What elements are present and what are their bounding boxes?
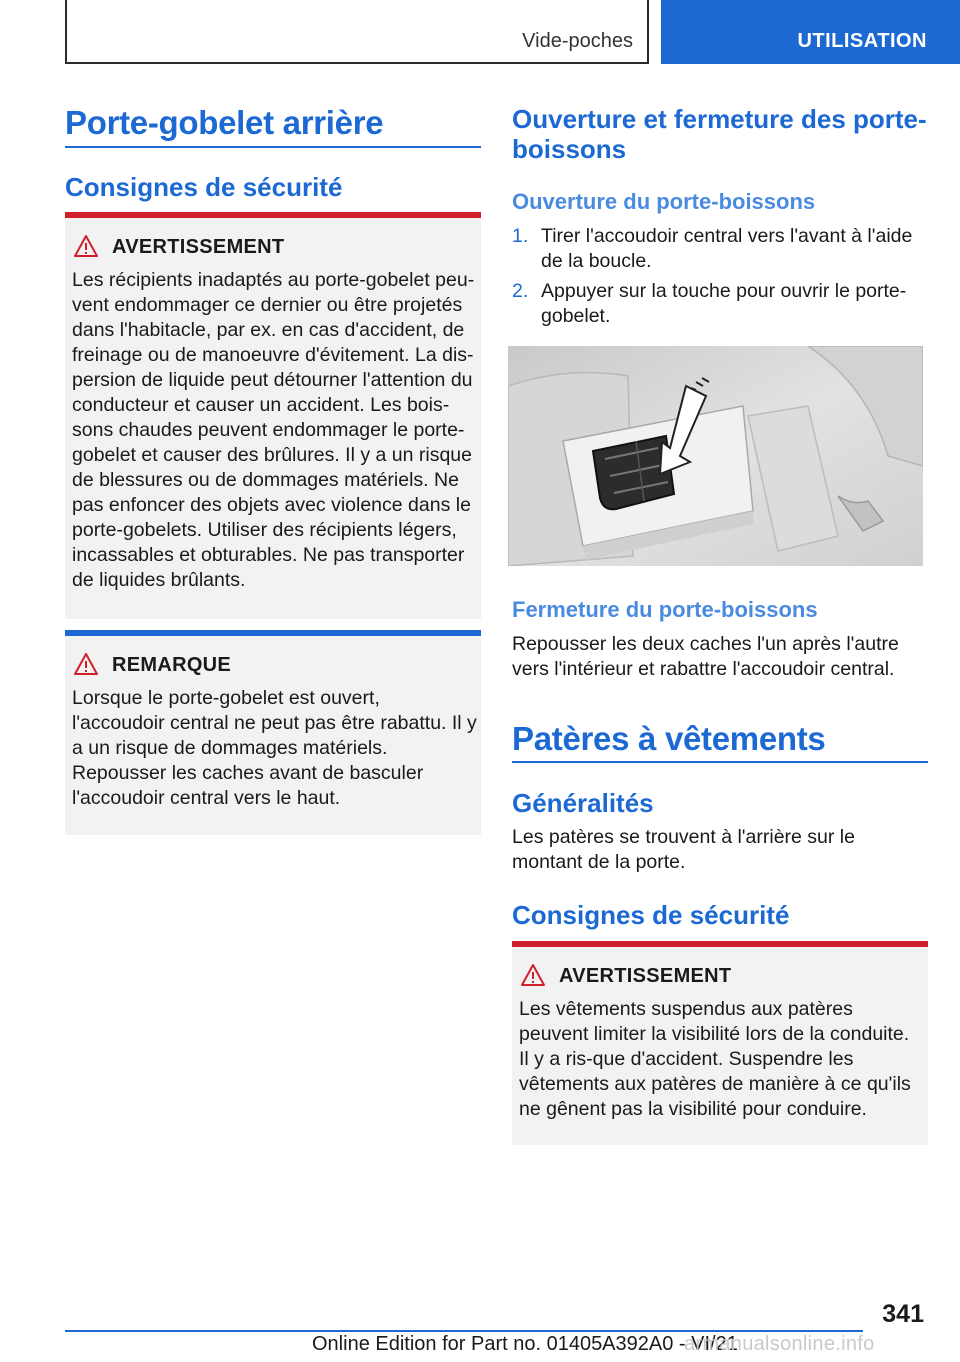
- closing-text: Repousser les deux caches l'un après l'autre vers l'intérieur et rabattre l'accoudoir central.: [512, 633, 899, 680]
- footer-edition: Online Edition for Part no. 01405A392A0 - VI/21: [312, 1333, 738, 1355]
- warning-label: AVERTISSEMENT: [112, 236, 285, 258]
- remark-triangle-icon: [73, 652, 99, 676]
- warning-bar: [512, 941, 928, 947]
- footer-watermark: armanualsonline.info: [684, 1333, 875, 1355]
- heading-general: Généralités: [512, 788, 654, 818]
- list-item: [512, 224, 922, 274]
- step-number: 2.: [512, 280, 529, 302]
- page-number: 341: [882, 1300, 924, 1328]
- section-title-cup-holder: Porte-gobelet arrière: [65, 104, 384, 141]
- list-item: [512, 279, 922, 329]
- step-number: 1.: [512, 225, 529, 247]
- header-chapter-label: UTILISATION: [797, 30, 927, 52]
- warning-box: [65, 212, 481, 619]
- subtitle-safety: Consignes de sécurité: [65, 172, 343, 202]
- heading-opening: Ouverture du porte-boissons: [512, 189, 816, 214]
- warning-triangle-icon: [73, 234, 99, 258]
- warning-text: Les récipients inadaptés au porte-gobelet peu-vent endommager ce dernier ou être projetés dans l'habitacle, par ex. en cas d'accident, de freinage ou de manoeuvre d'évitement. La dis-persion de liquide peut détourner l'attention du conducteur et causer un accident. Les bois-sons chaudes peuvent endommager le porte-gobelet et causer des brûlures. Il y a un risque de blessures ou de dommages matériels. Ne pas enfoncer des objets avec violence dans le porte-gobelets. Utiliser des récipients légers, incassables et obturables. Ne pas transporter de liquides brûlants.: [72, 269, 475, 591]
- remark-text: Lorsque le porte-gobelet est ouvert, l'accoudoir central ne peut pas être rabattu. Il y a un risque de dommages matériels. Repousser les caches avant de basculer l'accoudoir central vers le haut.: [72, 687, 477, 809]
- armrest-cupholder-photo: [508, 346, 923, 566]
- section-title-open-close: Ouverture et fermeture des porte-boissons: [512, 104, 927, 164]
- remark-bar: [65, 630, 481, 636]
- title-rule: [512, 761, 928, 763]
- opening-steps: [512, 224, 922, 334]
- heading-safety-hooks: Consignes de sécurité: [512, 900, 790, 930]
- title-rule: [65, 146, 481, 148]
- section-title-coat-hooks: Patères à vêtements: [512, 720, 826, 757]
- warning-text: Les vêtements suspendus aux patères peuvent limiter la visibilité lors de la conduite. Il y a ris-que d'accident. Suspendre les vêtements aux patères de manière à ce qu'ils ne gênent pas la visibilité pour conduire.: [519, 998, 911, 1120]
- warning-label: AVERTISSEMENT: [559, 965, 732, 987]
- header-section-title: Vide-poches: [522, 30, 633, 52]
- footer-rule: [65, 1330, 863, 1332]
- general-text: Les patères se trouvent à l'arrière sur le montant de la porte.: [512, 826, 855, 873]
- header-section-box: [65, 0, 649, 64]
- remark-label: REMARQUE: [112, 654, 232, 676]
- warning-triangle-icon: [520, 963, 546, 987]
- step-text: Appuyer sur la touche pour ouvrir le porte-gobelet.: [541, 280, 907, 327]
- heading-closing: Fermeture du porte-boissons: [512, 597, 818, 622]
- header-chapter-tab: [661, 0, 960, 64]
- step-text: Tirer l'accoudoir central vers l'avant à l'aide de la boucle.: [541, 225, 913, 272]
- warning-box-hooks: [512, 941, 928, 1145]
- remark-box: [65, 630, 481, 835]
- warning-bar: [65, 212, 481, 218]
